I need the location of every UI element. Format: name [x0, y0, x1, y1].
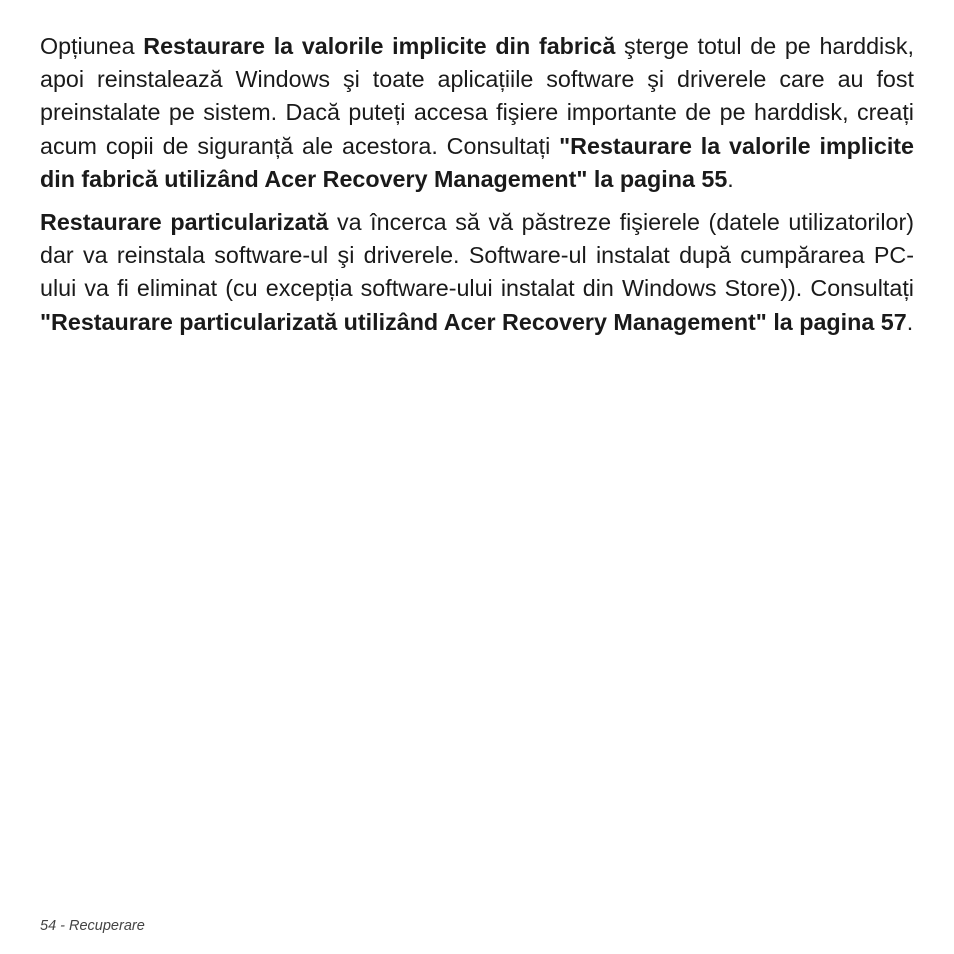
paragraph-factory-reset	[40, 30, 914, 196]
text-run: va încerca să vă păstreze fişierele (datele utilizatorilor) dar va reinstala software-ul şi driverele. Software-ul instalat după cumpărarea PC-ului va fi eliminat (cu excepția software-ului instalat din Windows Store)). Consultați	[40, 209, 914, 302]
text-run: Opțiunea	[40, 33, 144, 59]
page-57-reference: "Restaurare particularizată utilizând Acer Recovery Management" la pagina 57	[40, 308, 907, 335]
text-run: .	[906, 308, 914, 335]
factory-reset-term: Restaurare la valorile implicite din fabrică	[143, 33, 616, 59]
page-footer: 54 - Recuperare	[40, 918, 145, 934]
page-55-reference: "Restaurare la valorile implicite din fabrică utilizând Acer Recovery Management" la pagina 55	[40, 132, 915, 192]
paragraph-custom-restore	[40, 206, 914, 339]
page-content	[40, 30, 914, 349]
text-run: .	[727, 165, 734, 192]
text-run: şterge totul de pe harddisk, apoi reinstalează Windows şi toate aplicațiile software şi driverele care au fost preinstalate pe sistem. Dacă puteți accesa fişiere importante de pe harddisk, creați acum copii de siguranță ale acestora. Consultați	[40, 33, 914, 159]
custom-restore-term: Restaurare particularizată	[40, 209, 329, 236]
